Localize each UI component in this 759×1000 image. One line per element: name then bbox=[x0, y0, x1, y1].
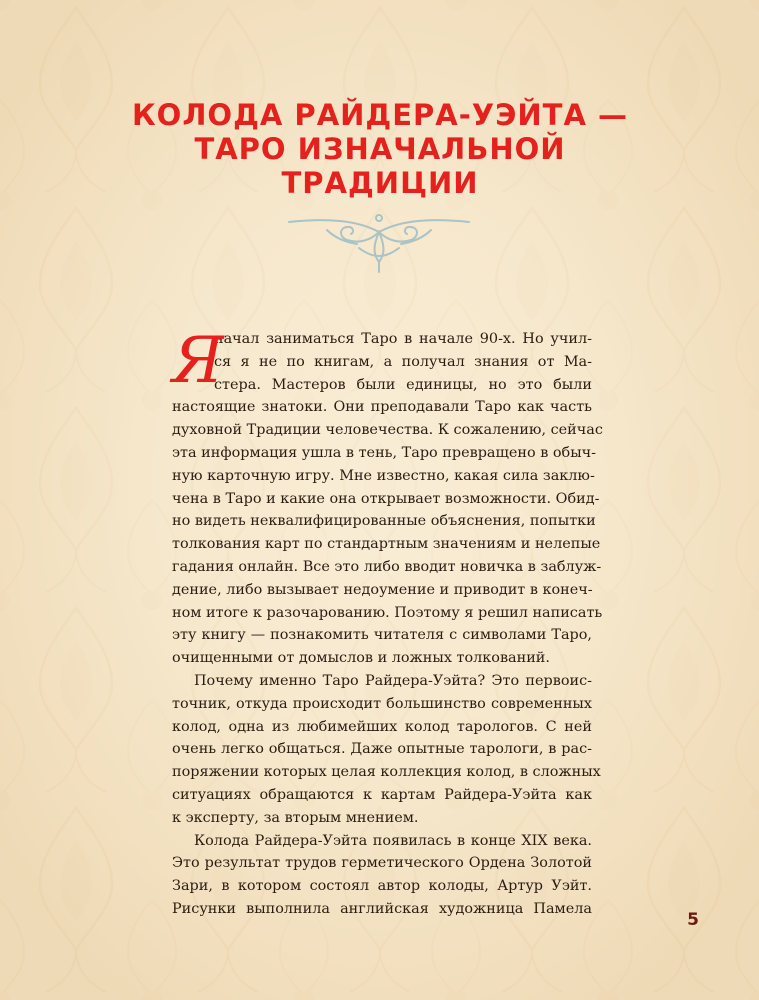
text-line: очищенными от домыслов и ложных толкований. bbox=[172, 650, 550, 667]
text-line: Колода Райдера-Уэйта появилась в конце XIX века. bbox=[194, 832, 592, 849]
text-line: к эксперту, за вторым мнением. bbox=[172, 809, 419, 826]
text-line: чена в Таро и какие она открывает возможности. Обид- bbox=[172, 490, 600, 507]
text-line: стера. Мастеров были единицы, но это были bbox=[214, 376, 592, 393]
text-line: ситуациях обращаются к картам Райдера-Уэйта как bbox=[172, 786, 592, 803]
text-line: гадания онлайн. Все это либо вводит новичка в заблуж- bbox=[172, 558, 602, 575]
text-line: Это результат трудов герметического Ордена Золотой bbox=[172, 855, 592, 872]
text-line: настоящие знатоки. Они преподавали Таро как часть bbox=[172, 399, 592, 416]
text-line: ную карточную игру. Мне известно, какая сила заклю- bbox=[172, 467, 595, 484]
first-paragraph-start bbox=[172, 324, 592, 398]
page-number: 5 bbox=[687, 910, 699, 930]
title-line: ТАРО ИЗНАЧАЛЬНОЙ bbox=[194, 132, 566, 166]
page-title bbox=[80, 98, 680, 200]
body-text bbox=[172, 324, 603, 921]
ornament-divider bbox=[287, 208, 471, 274]
text-line: начал заниматься Таро в начале 90-х. Но учил- bbox=[214, 331, 592, 347]
text-line: толкования карт по стандартным значениям и нелепые bbox=[172, 536, 601, 553]
text-line: Рисунки выполнила английская художница Памела bbox=[172, 900, 592, 917]
text-line: точник, откуда происходит большинство современных bbox=[172, 695, 592, 712]
text-line: Зари, в котором состоял автор колоды, Артур Уэйт. bbox=[172, 878, 592, 895]
drop-cap: Я bbox=[172, 324, 224, 398]
text-line: но видеть неквалифицированные объяснения, попытки bbox=[172, 513, 596, 530]
text-line: ся я не по книгам, а получал знания от Ма- bbox=[214, 353, 592, 370]
text-line: поряжении которых целая коллекция колод, в сложных bbox=[172, 764, 601, 781]
text-line: Почему именно Таро Райдера-Уэйта? Это первоис- bbox=[194, 672, 592, 689]
title-line: КОЛОДА РАЙДЕРА-УЭЙТА — bbox=[131, 98, 629, 132]
title-line: ТРАДИЦИИ bbox=[281, 166, 479, 200]
text-line: колод, одна из любимейших колод тарологов. С ней bbox=[172, 718, 592, 735]
text-line: эта информация ушла в тень, Таро превращено в обыч- bbox=[172, 444, 597, 461]
text-line: ном итоге к разочарованию. Поэтому я решил написать bbox=[172, 604, 603, 621]
text-line: эту книгу — познакомить читателя с символами Таро, bbox=[172, 627, 592, 644]
text-line: духовной Традиции человечества. К сожалению, сейчас bbox=[172, 422, 603, 439]
text-line: дение, либо вызывает недоумение и приводит в конеч- bbox=[172, 581, 593, 598]
text-line: очень легко общаться. Даже опытные тарологи, в рас- bbox=[172, 741, 592, 758]
